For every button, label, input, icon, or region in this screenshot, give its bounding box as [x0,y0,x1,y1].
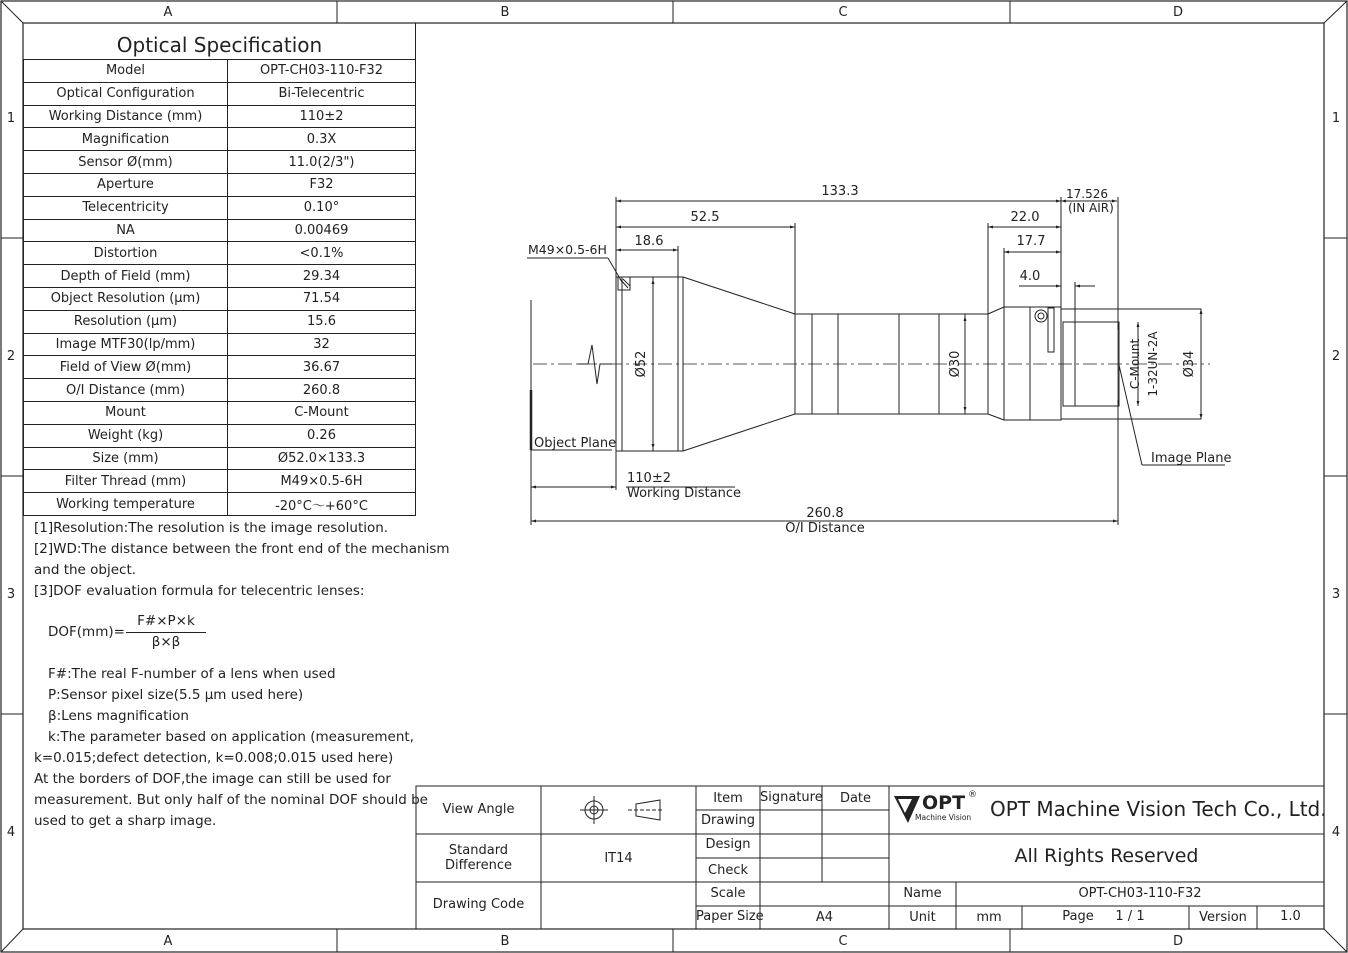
image-plane-label: Image Plane [1151,451,1232,466]
col-label-d: D [1172,5,1183,20]
note-dof: [3]DOF evaluation formula for telecentric lenses: [34,583,365,599]
spec-value: 11.0(2/3") [228,151,416,174]
spec-value: 0.3X [228,128,416,151]
formula-lhs: DOF(mm)= [48,624,125,640]
design-row-label: Design [705,837,751,852]
col-label-a-bottom: A [163,934,173,949]
item-header: Item [713,791,743,806]
spec-label: Aperture [24,173,228,196]
std-diff-value: IT14 [604,851,633,866]
spec-label: Depth of Field (mm) [24,265,228,288]
dia-30-label: Ø30 [948,350,963,378]
spec-value: 0.10° [228,196,416,219]
dim-18-6: 18.6 [634,234,664,249]
dim-image-distance: 17.526 [1066,187,1108,201]
spec-value: 71.54 [228,287,416,310]
spec-value: OPT-CH03-110-F32 [228,60,416,83]
note-border-line2: measurement. But only half of the nominal DOF should be [34,792,428,808]
note-wd-line2: and the object. [34,562,137,578]
name-value: OPT-CH03-110-F32 [1078,886,1202,901]
wd-label: Working Distance [627,486,741,501]
spec-label: Size (mm) [24,447,228,470]
paper-size-label: Paper Size [696,909,764,924]
scale-label: Scale [710,886,746,901]
row-label-2: 2 [6,349,16,364]
drawing-row-label: Drawing [700,813,756,828]
view-angle-label: View Angle [442,802,515,817]
col-label-b: B [500,5,510,20]
spec-label: NA [24,219,228,242]
version-value: 1.0 [1280,909,1301,924]
dim-overall-length: 133.3 [821,184,859,199]
col-label-c-bottom: C [838,934,848,949]
spec-label: Mount [24,401,228,424]
rights-text: All Rights Reserved [1014,845,1199,867]
logo-subtitle: Machine Vision [915,813,972,822]
row-label-4-right: 4 [1331,825,1341,840]
col-label-d-bottom: D [1172,934,1183,949]
spec-label: Working Distance (mm) [24,105,228,128]
check-row-label: Check [708,863,748,878]
unit-label: Unit [909,910,936,925]
spec-value: Bi-Telecentric [228,82,416,105]
company-name: OPT Machine Vision Tech Co., Ltd. [990,797,1327,821]
row-label-4: 4 [6,825,16,840]
spec-label: Telecentricity [24,196,228,219]
note-border-line3: used to get a sharp image. [34,813,217,829]
dim-22: 22.0 [1010,210,1040,225]
spec-value: 36.67 [228,356,416,379]
spec-title: Optical Specification [116,33,323,57]
page-value: 1 / 1 [1115,909,1145,924]
note-resolution: [1]Resolution:The resolution is the image resolution. [34,520,389,536]
paper-size-value: A4 [815,910,834,925]
row-label-1-right: 1 [1331,111,1341,126]
spec-value: -20°C～+60°C [228,493,416,516]
drawing-code-label: Drawing Code [432,897,525,912]
thread-label: M49×0.5-6H [528,242,607,257]
dim-4: 4.0 [1019,269,1041,284]
version-label: Version [1199,910,1247,925]
spec-value: F32 [228,173,416,196]
formula-numerator: F#×P×k [137,613,195,629]
signature-header: Signature [760,790,823,805]
logo-text: OPT [922,792,966,814]
col-label-c: C [838,5,848,20]
spec-value: 15.6 [228,310,416,333]
spec-label: Distortion [24,242,228,265]
spec-value: C-Mount [228,401,416,424]
spec-label: O/I Distance (mm) [24,379,228,402]
mount-thread-label: 1-32UN-2A [1146,331,1160,397]
note-magnification: β:Lens magnification [48,708,189,724]
oi-value: 260.8 [806,506,844,521]
dim-17-7: 17.7 [1016,234,1046,249]
note-wd-line1: [2]WD:The distance between the front end of the mechanism [34,541,450,557]
logo-registered: ® [968,790,977,800]
spec-label: Magnification [24,128,228,151]
date-header: Date [839,791,872,806]
wd-value: 110±2 [627,471,671,486]
spec-label: Object Resolution (μm) [24,287,228,310]
dia-34-label: Ø34 [1182,350,1197,378]
name-label: Name [903,886,942,901]
projection-symbol-icon [580,796,664,824]
spec-label: Optical Configuration [24,82,228,105]
note-k-line2: k=0.015;defect detection, k=0.008;0.015 used here) [34,750,394,766]
note-fnumber: F#:The real F-number of a lens when used [48,666,336,682]
mount-label: C-Mount [1128,338,1142,390]
dim-52-5: 52.5 [690,210,720,225]
row-label-1: 1 [6,111,16,126]
unit-value: mm [976,910,1002,925]
object-plane-label: Object Plane [534,436,617,451]
spec-label: Filter Thread (mm) [24,470,228,493]
spec-value: M49×0.5-6H [228,470,416,493]
note-pixel: P:Sensor pixel size(5.5 μm used here) [48,687,304,703]
spec-value: 32 [228,333,416,356]
note-k-line1: k:The parameter based on application (measurement, [48,729,414,745]
dim-in-air-note: (IN AIR) [1068,201,1114,215]
col-label-b-bottom: B [500,934,510,949]
note-border-line1: At the borders of DOF,the image can still be used for [34,771,391,787]
row-label-2-right: 2 [1331,349,1341,364]
spec-label: Image MTF30(lp/mm) [24,333,228,356]
spec-label: Working temperature [24,493,228,516]
spec-value: 29.34 [228,265,416,288]
spec-value: <0.1% [228,242,416,265]
row-label-3-right: 3 [1331,587,1341,602]
spec-label: Sensor Ø(mm) [24,151,228,174]
spec-label: Weight (kg) [24,424,228,447]
page-label: Page [1062,909,1094,924]
row-label-3: 3 [6,587,16,602]
dia-52-label: Ø52 [634,350,649,378]
spec-label: Field of View Ø(mm) [24,356,228,379]
spec-value: 110±2 [228,105,416,128]
spec-value: Ø52.0×133.3 [228,447,416,470]
spec-label: Model [24,60,228,83]
spec-value: 260.8 [228,379,416,402]
spec-label: Resolution (μm) [24,310,228,333]
std-diff-label-1: Standard [448,843,509,858]
oi-label: O/I Distance [785,521,865,536]
formula-denominator: β×β [151,634,181,650]
spec-value: 0.00469 [228,219,416,242]
spec-value: 0.26 [228,424,416,447]
col-label-a: A [163,5,173,20]
std-diff-label-2: Difference [444,858,513,873]
